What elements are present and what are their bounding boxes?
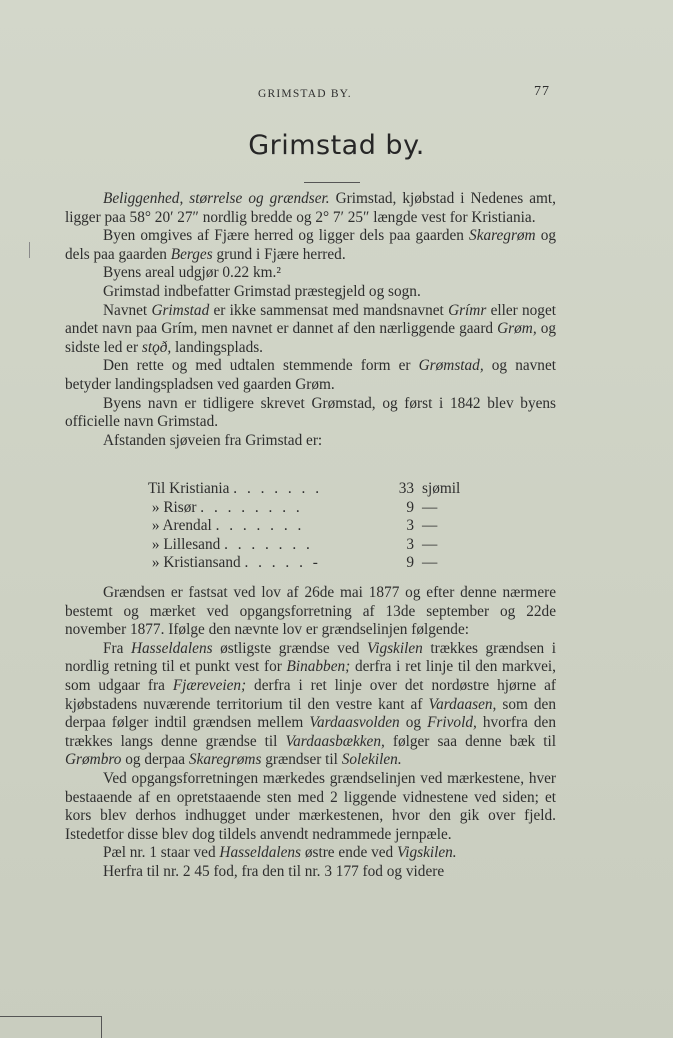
table-row: » Arendal . . . . . . . 3 —	[151, 517, 438, 535]
paragraph: Fra Hasseldalens østligste grændse ved Vigskilen trækkes grændsen i nordlig retning til et punkt vest for Binabben; derfra i ret linje til den markvei, som udgaar fra Fjæreveien; derfra i ret linje over det nordøstre hjørne af kjøbstadens nuværende territorium til den vestre kant af Vardaasen, som den derpaa følger indtil grændsen mellem Vardaasvolden og Frivold, hvorfra den trækkes langs denne grændse til Vardaasbækken, følger saa denne bæk til Grømbro og derpaa Skaregrøms grændser til Solekilen.	[65, 639, 556, 769]
running-head: GRIMSTAD BY.	[258, 88, 352, 100]
distance-table	[148, 480, 460, 573]
paragraph: Byen omgives af Fjære herred og ligger dels paa gaarden Skaregrøm og dels paa gaarden Berges grund i Fjære herred.	[65, 227, 556, 263]
paragraph: Grændsen er fastsat ved lov af 26de mai 1877 og efter denne nærmere bestemt og mærket ved opgangsforretning af 13de september og 22de november 1877. Ifølge den nævnte lov er grændselinjen følgende:	[65, 584, 556, 639]
table-row: » Kristiansand . . . . . - 9 —	[151, 554, 438, 572]
paragraph: Grimstad indbefatter Grimstad præstegjeld og sogn.	[103, 282, 421, 300]
table-row: » Risør . . . . . . . . 9 —	[151, 498, 438, 516]
paragraph: Herfra til nr. 2 45 fod, fra den til nr. 3 177 fod og videre	[103, 862, 445, 880]
paragraph: Den rette og med udtalen stemmende form er Grømstad, og navnet betyder landingspladsen ved gaarden Grøm.	[65, 357, 556, 393]
table-row: Til Kristiania . . . . . . . 33 sjømil	[148, 480, 461, 497]
page-number: 77	[534, 84, 550, 99]
paragraph: Afstanden sjøveien fra Grimstad er:	[103, 431, 323, 449]
body-text-section-1	[65, 190, 556, 450]
paragraph: Ved opgangsforretningen mærkedes grændselinjen ved mærkestene, hver bestaaende af en opretstaaende sten med 2 liggende vidnestene ved siden; et kors blev derhos indhugget under mærkestenen, hvor den gik over fjeld. Istedetfor disse blev dog tildels anvendt nedrammede jernpæle.	[65, 769, 556, 843]
paragraph: Byens areal udgjør 0.22 km.²	[103, 264, 281, 282]
paragraph: Byens navn er tidligere skrevet Grømstad, og først i 1842 blev byens officielle navn Grimstad.	[65, 394, 556, 431]
title-rule	[304, 182, 360, 183]
margin-mark	[29, 242, 30, 258]
table-row: » Lillesand . . . . . . . 3 —	[151, 535, 438, 553]
page-title: Grimstad by.	[248, 130, 425, 161]
paragraph: Beliggenhed, størrelse og grændser. Grimstad, kjøbstad i Nedenes amt, ligger paa 58° 20′ 27″ nordlig bredde og 2° 7′ 25″ længde vest for Kristiania.	[65, 190, 557, 226]
scan-edge-marker	[0, 1016, 102, 1038]
body-text-section-2	[65, 584, 556, 882]
paragraph: Pæl nr. 1 staar ved Hasseldalens østre ende ved Vigskilen.	[103, 844, 457, 862]
paragraph: Navnet Grimstad er ikke sammensat med mandsnavnet Grímr eller noget andet navn paa Grím, men navnet er dannet af den nærliggende gaard Grøm, og sidste led er stǫð, landingsplads.	[65, 301, 557, 356]
